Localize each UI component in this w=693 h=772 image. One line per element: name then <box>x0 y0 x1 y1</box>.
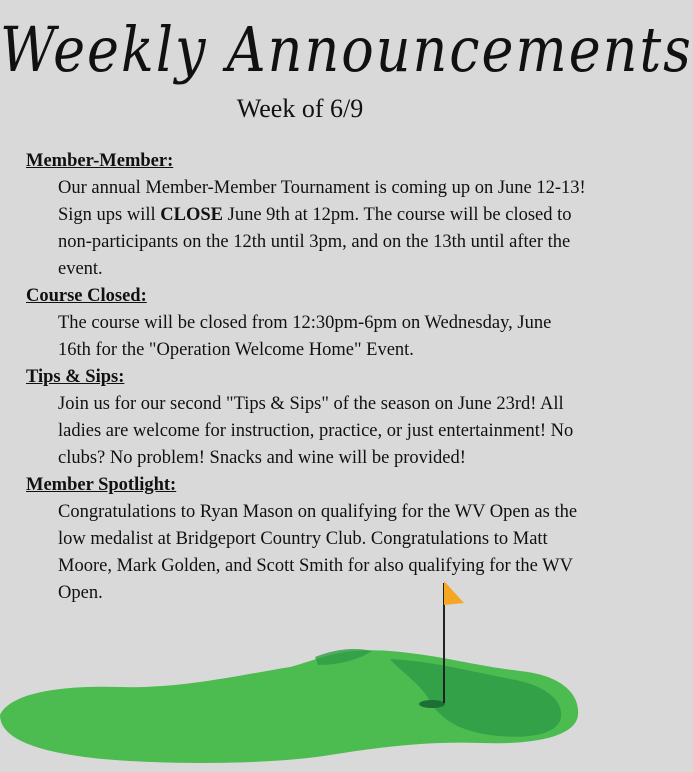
section-body: Our annual Member-Member Tournament is coming up on June 12-13! Sign ups will CLOSE June 9th at 12pm. The course will be closed to non-participants on the 12th until 3pm, and on the 13th until after the event. <box>58 178 586 279</box>
close-emphasis: CLOSE <box>160 205 224 225</box>
section-tips-sips <box>26 364 586 472</box>
hole <box>419 700 445 708</box>
section-body: Congratulations to Ryan Mason on qualifying for the WV Open as the low medalist at Bridgeport Country Club. Congratulations to Matt Moore, Mark Golden, and Scott Smith for also qualifying for the WV Open. <box>58 502 578 603</box>
section-heading: Course Closed: <box>26 286 147 306</box>
flag-icon <box>444 581 464 605</box>
putting-green-illustration <box>0 575 600 772</box>
section-body: The course will be closed from 12:30pm-6pm on Wednesday, June 16th for the "Operation Welcome Home" Event. <box>58 313 552 360</box>
section-member-member <box>26 148 586 283</box>
announcements <box>26 148 586 607</box>
section-heading: Member Spotlight: <box>26 475 177 495</box>
section-heading: Tips & Sips: <box>26 367 125 387</box>
section-body: Join us for our second "Tips & Sips" of the season on June 23rd! All ladies are welcome for instruction, practice, or just entertainment! No clubs? No problem! Snacks and wine will be provided! <box>58 394 574 468</box>
section-heading: Member-Member: <box>26 151 174 171</box>
page-title: Weekly Announcements <box>0 13 693 86</box>
section-course-closed <box>26 283 586 364</box>
page-subtitle: Week of 6/9 <box>236 94 364 123</box>
